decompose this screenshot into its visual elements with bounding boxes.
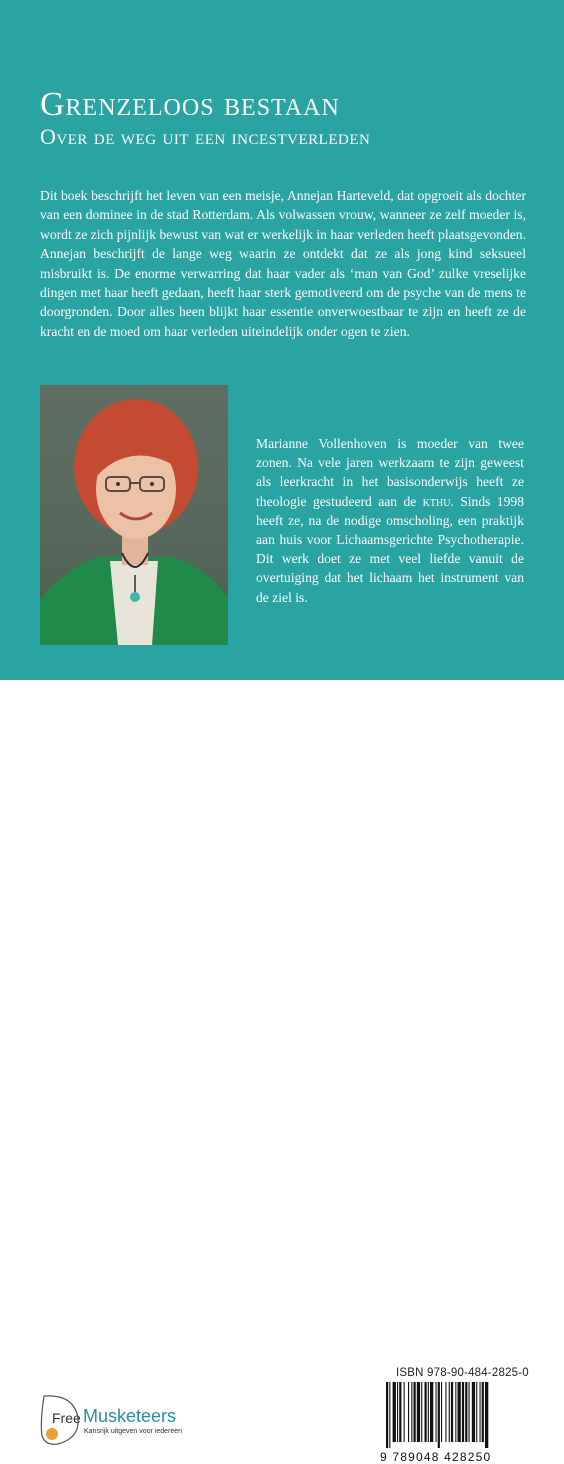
- author-bio: [256, 434, 524, 607]
- barcode-bar: [462, 1382, 464, 1442]
- author-bio-text-1: Marianne Vollenhoven is moeder van twee zonen. Na vele jaren werkzaam te zijn geweest als leerkracht in het basisonderwijs heeft ze theologie gestudeerd aan de: [256, 436, 524, 509]
- barcode-bar: [476, 1382, 477, 1442]
- author-portrait-icon: [40, 385, 228, 645]
- barcode-bar: [389, 1382, 390, 1448]
- isbn-barcode: [382, 1382, 532, 1448]
- barcode-bar: [399, 1382, 401, 1442]
- publisher-name-free: Free: [52, 1410, 81, 1426]
- barcode-bar: [449, 1382, 450, 1442]
- barcode-bar: [386, 1382, 388, 1448]
- barcode-bar: [428, 1382, 429, 1442]
- publisher-tagline: Kansrijk uitgeven voor iedereen: [84, 1428, 183, 1435]
- barcode-bar: [485, 1382, 488, 1448]
- barcode-bar: [436, 1382, 437, 1442]
- author-bio-abbreviation: kthu: [422, 493, 451, 509]
- publisher-name-musketeers: Musketeers: [83, 1406, 177, 1426]
- author-bio-text-2: . Sinds 1998 heeft ze, na de nodige omscholing, een praktijk aan huis voor Lichaamsgerichte Psychotherapie. Dit werk doet ze met veel liefde vanuit de overtuiging dat het lichaam het instrument van de ziel is.: [256, 493, 524, 605]
- barcode-bar: [430, 1382, 433, 1442]
- barcode-bar: [421, 1382, 422, 1442]
- barcode-bar: [480, 1382, 481, 1442]
- barcode-bar: [458, 1382, 461, 1442]
- barcode-bar: [469, 1382, 470, 1442]
- barcode-bar: [393, 1382, 396, 1442]
- book-subtitle: Over de weg uit een incestverleden: [40, 124, 371, 149]
- footer: [0, 680, 564, 1464]
- isbn-digits: 9 789048 428250: [380, 1450, 492, 1464]
- book-blurb: Dit boek beschrijft het leven van een meisje, Annejan Harteveld, dat opgroeit als dochter van een dominee in de stad Rotterdam. Als volwassen vrouw, wanneer ze zelf moeder is, wordt ze zich pijnlijk bewust van wat er werkelijk in haar verleden heeft plaatsgevonden. Annejan beschrijft de lange weg waarin ze ontdekt dat ze als jong kind seksueel misbruikt is. De enorme verwarring dat haar vader als ‘man van God’ zulke vreselijke dingen met haar heeft gedaan, heeft haar sterk gemotiveerd om de psyche van de mens te doorgronden. Door alles heen blijkt haar essentie onverwoestbaar te zijn en heeft ze de kracht en de moed om haar verleden uiteindelijk onder ogen te zien.: [40, 188, 526, 339]
- barcode-bar: [425, 1382, 427, 1442]
- barcode-bar: [411, 1382, 412, 1442]
- barcode-bar: [414, 1382, 416, 1442]
- barcode-bar: [404, 1382, 405, 1442]
- barcode-bar: [397, 1382, 398, 1442]
- barcode-bar: [472, 1382, 475, 1442]
- barcode-bar: [417, 1382, 420, 1442]
- barcode-bar: [451, 1382, 453, 1442]
- barcode-bar: [482, 1382, 484, 1442]
- barcode-bar: [445, 1382, 446, 1442]
- book-title: Grenzeloos bestaan: [40, 86, 340, 123]
- barcode-bar: [455, 1382, 456, 1442]
- isbn-label: ISBN 978-90-484-2825-0: [396, 1367, 529, 1379]
- barcode-bar: [408, 1382, 409, 1442]
- barcode-bar: [465, 1382, 467, 1442]
- barcode-bar: [441, 1382, 442, 1442]
- back-cover: [0, 0, 564, 680]
- barcode-bar: [438, 1382, 440, 1448]
- author-photo: [40, 385, 228, 645]
